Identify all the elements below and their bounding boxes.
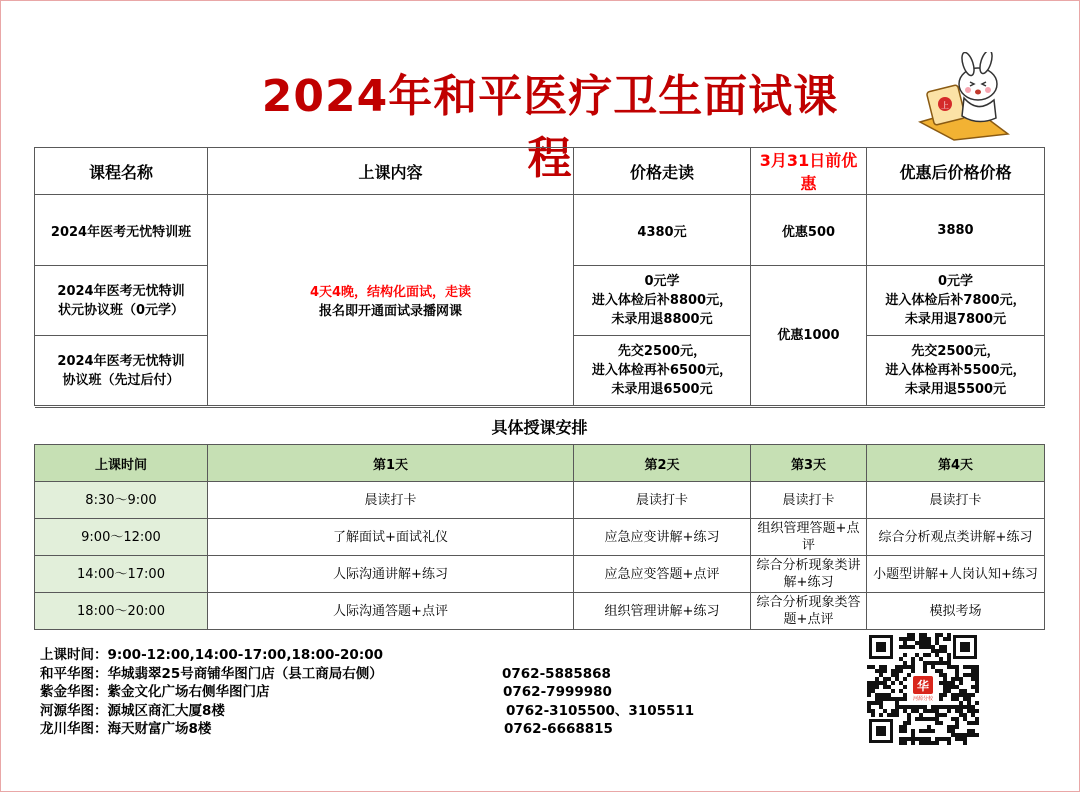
store-line xyxy=(40,683,612,702)
day-4-cell: 晨读打卡 xyxy=(867,482,1045,519)
header-discount: 3月31日前优惠 xyxy=(751,148,867,195)
class-time-line: 上课时间：9:00-12:00,14:00-17:00,18:00-20:00 xyxy=(40,647,384,663)
store-phone: 0762-6668815 xyxy=(504,721,613,737)
time-cell: 9:00～12:00 xyxy=(35,519,208,556)
day-2-cell: 晨读打卡 xyxy=(574,482,751,519)
day-3-cell: 晨读打卡 xyxy=(751,482,867,519)
day-1-cell: 人际沟通答题+点评 xyxy=(208,593,574,630)
store-address: 龙川华图：海天财富广场8楼 xyxy=(40,721,212,737)
day-1-cell: 晨读打卡 xyxy=(208,482,574,519)
after-price: 0元学 进入体检后补7800元， 未录用退7800元 xyxy=(867,266,1045,336)
header-day-4: 第4天 xyxy=(867,445,1045,482)
day-4-cell: 小题型讲解+人岗认知+练习 xyxy=(867,556,1045,593)
header-after-price: 优惠后价格价格 xyxy=(867,148,1045,195)
day-3-cell: 综合分析现象类答题+点评 xyxy=(751,593,867,630)
table-row xyxy=(35,519,1045,556)
header-day-2: 第2天 xyxy=(574,445,751,482)
header-time: 上课时间 xyxy=(35,445,208,482)
price: 4380元 xyxy=(574,195,751,266)
store-phone: 0762-5885868 xyxy=(502,665,611,682)
header-day-3: 第3天 xyxy=(751,445,867,482)
store-line xyxy=(40,665,611,684)
store-address: 河源华图：源城区商汇大厦8楼 xyxy=(40,702,225,719)
time-cell: 8:30～9:00 xyxy=(35,482,208,519)
day-4-cell: 模拟考场 xyxy=(867,593,1045,630)
svg-text:华: 华 xyxy=(916,679,930,693)
day-1-cell: 人际沟通讲解+练习 xyxy=(208,556,574,593)
store-address: 和平华图：华城翡翠25号商铺华图门店（县工商局右侧） xyxy=(40,665,383,682)
store-phone: 0762-3105500、3105511 xyxy=(506,702,695,719)
day-3-cell: 综合分析现象类讲解+练习 xyxy=(751,556,867,593)
schedule-table xyxy=(34,407,1045,630)
price: 先交2500元， 进入体检再补6500元， 未录用退6500元 xyxy=(574,336,751,406)
day-4-cell: 综合分析观点类讲解+练习 xyxy=(867,519,1045,556)
day-1-cell: 了解面试+面试礼仪 xyxy=(208,519,574,556)
course-name: 2024年医考无忧特训 状元协议班（0元学） xyxy=(35,266,208,336)
discount: 优惠1000 xyxy=(751,266,867,406)
day-2-cell: 应急应变讲解+练习 xyxy=(574,519,751,556)
day-3-cell: 组织管理答题+点评 xyxy=(751,519,867,556)
store-address: 紫金华图：紫金文化广场右侧华图门店 xyxy=(40,684,270,700)
time-cell: 14:00～17:00 xyxy=(35,556,208,593)
qr-code[interactable] xyxy=(867,633,979,745)
content-main: 4天4晚，结构化面试，走读 xyxy=(309,285,472,300)
rabbit-scroll-icon xyxy=(912,52,1012,142)
store-line xyxy=(40,702,695,721)
schedule-title: 具体授课安排 xyxy=(35,408,1045,445)
header-day-1: 第1天 xyxy=(208,445,574,482)
content-sub: 报名即开通面试录播网课 xyxy=(318,304,462,319)
table-row xyxy=(35,593,1045,630)
page-title: 2024年和平医疗卫生面试课程 xyxy=(261,71,839,184)
course-table xyxy=(34,147,1045,406)
day-2-cell: 组织管理讲解+练习 xyxy=(574,593,751,630)
price: 0元学 进入体检后补8800元， 未录用退8800元 xyxy=(574,266,751,336)
day-2-cell: 应急应变答题+点评 xyxy=(574,556,751,593)
header-price: 价格走读 xyxy=(574,148,751,195)
contact-info xyxy=(40,646,695,739)
table-row xyxy=(35,195,1045,266)
header-course-name: 课程名称 xyxy=(35,148,208,195)
after-price: 3880 xyxy=(867,195,1045,266)
course-name: 2024年医考无忧特训班 xyxy=(35,195,208,266)
header-content: 上课内容 xyxy=(208,148,574,195)
course-content xyxy=(208,195,574,406)
after-price: 先交2500元， 进入体检再补5500元， 未录用退5500元 xyxy=(867,336,1045,406)
discount: 优惠500 xyxy=(751,195,867,266)
time-cell: 18:00～20:00 xyxy=(35,593,208,630)
svg-text:上: 上 xyxy=(941,101,949,110)
course-name: 2024年医考无忧特训 协议班（先过后付） xyxy=(35,336,208,406)
svg-text:河源分校: 河源分校 xyxy=(912,696,934,702)
store-line xyxy=(40,720,613,739)
table-row xyxy=(35,482,1045,519)
table-row xyxy=(35,556,1045,593)
store-phone: 0762-7999980 xyxy=(503,684,612,700)
